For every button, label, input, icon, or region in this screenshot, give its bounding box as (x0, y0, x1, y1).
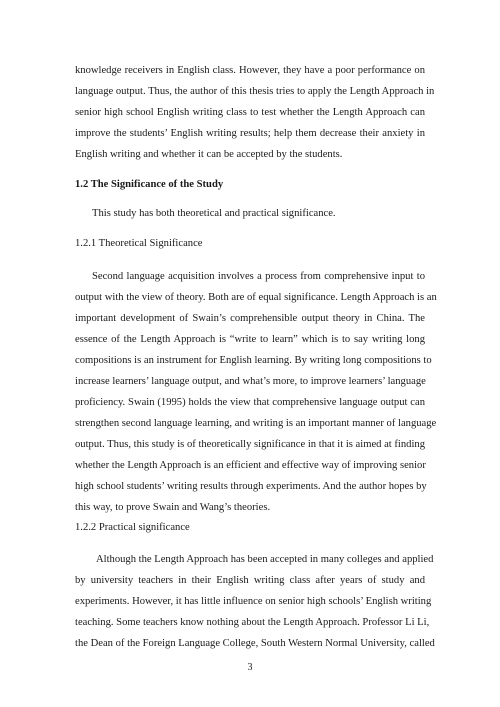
body-text-line: essence of the Length Approach is “write to learn” which is to say writing long (75, 334, 425, 345)
body-text-line: English writing and whether it can be accepted by the students. (75, 149, 343, 160)
section-heading: 1.2 The Significance of the Study (75, 179, 224, 190)
body-text-line: senior high school English writing class to test whether the Length Approach can (75, 107, 425, 118)
subsection-heading: 1.2.2 Practical significance (75, 522, 190, 533)
body-text-line: Although the Length Approach has been accepted in many colleges and applied (96, 554, 434, 565)
body-text-line: This study has both theoretical and practical significance. (92, 208, 336, 219)
body-text-line: teaching. Some teachers know nothing about the Length Approach. Professor Li Li, (75, 617, 430, 628)
body-text-line: increase learners’ language output, and what’s more, to improve learners’ language (75, 376, 426, 387)
subsection-heading: 1.2.1 Theoretical Significance (75, 238, 203, 249)
body-text-line: whether the Length Approach is an efficient and effective way of improving senior (75, 460, 426, 471)
body-text-line: output. Thus, this study is of theoretically significance in that it is aimed at finding (75, 439, 425, 450)
page-number: 3 (247, 662, 253, 673)
body-text-line: the Dean of the Foreign Language College, South Western Normal University, called (75, 638, 435, 649)
body-text-line: compositions is an instrument for English learning. By writing long compositions to (75, 355, 432, 366)
body-text-line: Second language acquisition involves a process from comprehensive input to (92, 271, 425, 282)
body-text-line: knowledge receivers in English class. However, they have a poor performance on (75, 65, 425, 76)
body-text-line: strengthen second language learning, and writing is an important manner of language (75, 418, 437, 429)
body-text-line: output with the view of theory. Both are of equal significance. Length Approach is an (75, 292, 437, 303)
body-text-line: proficiency. Swain (1995) holds the view that comprehensive language output can (75, 397, 425, 408)
body-text-line: language output. Thus, the author of this thesis tries to apply the Length Approach in (75, 86, 435, 97)
body-text-line: by university teachers in their English writing class after years of study and (75, 575, 425, 586)
body-text-line: improve the students’ English writing results; help them decrease their anxiety in (75, 128, 425, 139)
body-text-line: important development of Swain’s comprehensible output theory in China. The (75, 313, 425, 324)
body-text-line: high school students’ writing results through experiments. And the author hopes by (75, 481, 427, 492)
body-text-line: this way, to prove Swain and Wang’s theories. (75, 502, 271, 513)
body-text-line: experiments. However, it has little influence on senior high schools’ English writing (75, 596, 432, 607)
